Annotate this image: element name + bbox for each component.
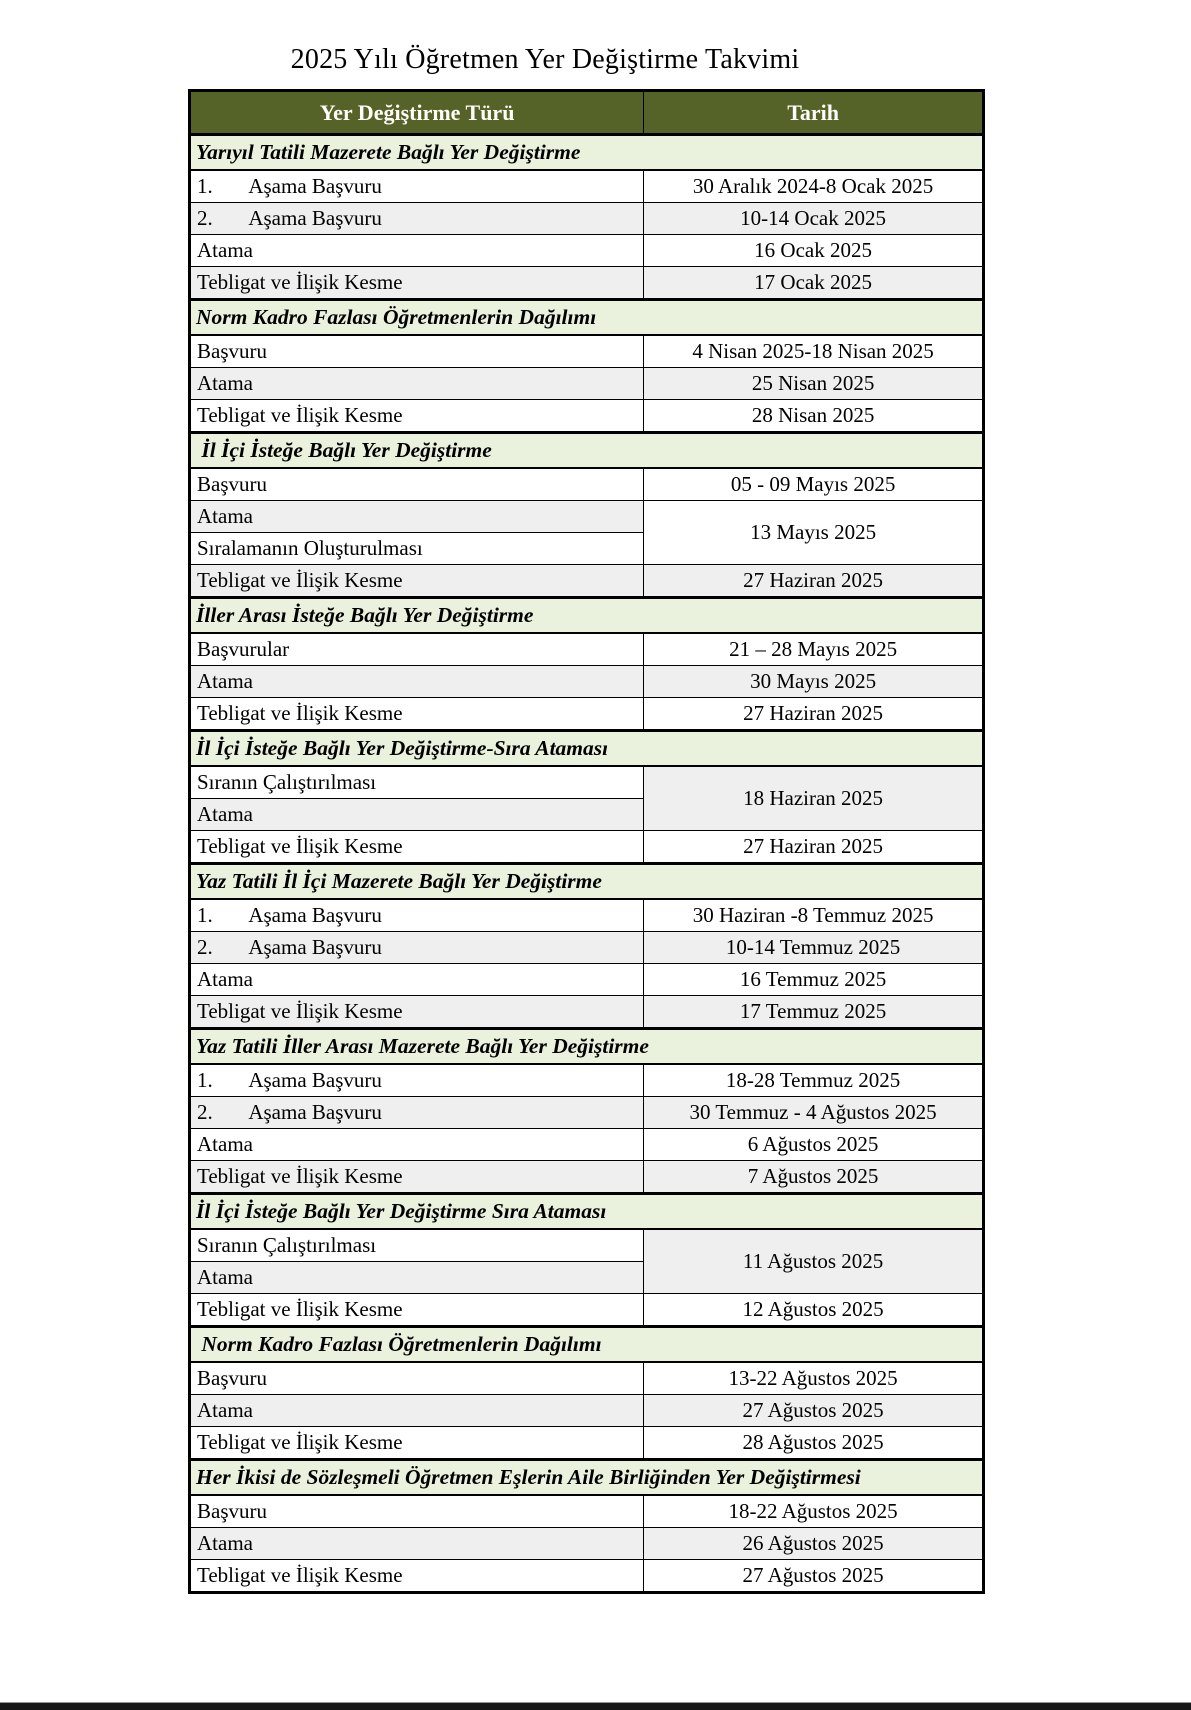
type-cell: Tebligat ve İlişik Kesme bbox=[190, 698, 644, 731]
section-title: Yaz Tatili İl İçi Mazerete Bağlı Yer Değiştirme bbox=[190, 864, 984, 900]
type-cell: Sıranın Çalıştırılması bbox=[190, 766, 644, 799]
date-cell: 16 Temmuz 2025 bbox=[644, 964, 984, 996]
table-row bbox=[190, 1427, 984, 1460]
date-cell: 26 Ağustos 2025 bbox=[644, 1528, 984, 1560]
table-row bbox=[190, 468, 984, 501]
date-cell: 17 Ocak 2025 bbox=[644, 267, 984, 300]
table-row bbox=[190, 1528, 984, 1560]
date-cell: 18-28 Temmuz 2025 bbox=[644, 1064, 984, 1097]
table-row bbox=[190, 698, 984, 731]
section-row bbox=[190, 598, 984, 634]
date-cell: 27 Ağustos 2025 bbox=[644, 1560, 984, 1593]
type-cell: Atama bbox=[190, 666, 644, 698]
type-cell: Atama bbox=[190, 1129, 644, 1161]
date-cell: 10-14 Ocak 2025 bbox=[644, 203, 984, 235]
table-row bbox=[190, 565, 984, 598]
type-cell: 2. Aşama Başvuru bbox=[190, 203, 644, 235]
column-header-date: Tarih bbox=[644, 91, 984, 135]
table-row bbox=[190, 831, 984, 864]
date-cell: 18 Haziran 2025 bbox=[644, 766, 984, 831]
table-row bbox=[190, 335, 984, 368]
type-cell: Atama bbox=[190, 1528, 644, 1560]
date-cell: 13-22 Ağustos 2025 bbox=[644, 1362, 984, 1395]
date-cell: 4 Nisan 2025-18 Nisan 2025 bbox=[644, 335, 984, 368]
table-row bbox=[190, 996, 984, 1029]
section-title: İl İçi İsteğe Bağlı Yer Değiştirme bbox=[190, 433, 984, 469]
page-title: 2025 Yılı Öğretmen Yer Değiştirme Takvimi bbox=[290, 44, 800, 75]
table-row bbox=[190, 899, 984, 932]
date-cell: 05 - 09 Mayıs 2025 bbox=[644, 468, 984, 501]
type-cell: 1. Aşama Başvuru bbox=[190, 899, 644, 932]
type-cell: Sıranın Çalıştırılması bbox=[190, 1229, 644, 1262]
date-cell: 12 Ağustos 2025 bbox=[644, 1294, 984, 1327]
table-row bbox=[190, 964, 984, 996]
date-cell: 16 Ocak 2025 bbox=[644, 235, 984, 267]
bottom-edge-bar bbox=[0, 1702, 1191, 1710]
table-body bbox=[190, 135, 984, 1593]
table-row bbox=[190, 1362, 984, 1395]
type-cell: Tebligat ve İlişik Kesme bbox=[190, 831, 644, 864]
date-cell: 11 Ağustos 2025 bbox=[644, 1229, 984, 1294]
date-cell: 28 Nisan 2025 bbox=[644, 400, 984, 433]
type-cell: Atama bbox=[190, 1395, 644, 1427]
table-row bbox=[190, 235, 984, 267]
date-cell: 30 Temmuz - 4 Ağustos 2025 bbox=[644, 1097, 984, 1129]
section-row bbox=[190, 1460, 984, 1496]
date-cell: 30 Aralık 2024-8 Ocak 2025 bbox=[644, 170, 984, 203]
type-cell: Atama bbox=[190, 799, 644, 831]
section-row bbox=[190, 864, 984, 900]
table-row bbox=[190, 1495, 984, 1528]
section-row bbox=[190, 300, 984, 336]
type-cell: Tebligat ve İlişik Kesme bbox=[190, 996, 644, 1029]
section-row bbox=[190, 433, 984, 469]
table-row bbox=[190, 1229, 984, 1262]
section-row bbox=[190, 1194, 984, 1230]
date-cell: 27 Haziran 2025 bbox=[644, 698, 984, 731]
date-cell: 28 Ağustos 2025 bbox=[644, 1427, 984, 1460]
type-cell: 1. Aşama Başvuru bbox=[190, 170, 644, 203]
type-cell: Atama bbox=[190, 964, 644, 996]
type-cell: Sıralamanın Oluşturulması bbox=[190, 533, 644, 565]
table-row bbox=[190, 1294, 984, 1327]
type-cell: Tebligat ve İlişik Kesme bbox=[190, 1427, 644, 1460]
type-cell: Tebligat ve İlişik Kesme bbox=[190, 400, 644, 433]
type-cell: Tebligat ve İlişik Kesme bbox=[190, 267, 644, 300]
table-row bbox=[190, 203, 984, 235]
table-row bbox=[190, 1395, 984, 1427]
type-cell: 2. Aşama Başvuru bbox=[190, 932, 644, 964]
date-cell: 27 Haziran 2025 bbox=[644, 831, 984, 864]
table-row bbox=[190, 1064, 984, 1097]
table-row bbox=[190, 368, 984, 400]
table-row bbox=[190, 932, 984, 964]
section-row bbox=[190, 135, 984, 171]
section-row bbox=[190, 1327, 984, 1363]
type-cell: Atama bbox=[190, 235, 644, 267]
date-cell: 25 Nisan 2025 bbox=[644, 368, 984, 400]
table-row bbox=[190, 170, 984, 203]
section-row bbox=[190, 731, 984, 767]
schedule-table bbox=[188, 89, 985, 1594]
type-cell: Başvuru bbox=[190, 1495, 644, 1528]
date-cell: 27 Haziran 2025 bbox=[644, 565, 984, 598]
table-row bbox=[190, 1560, 984, 1593]
type-cell: Başvurular bbox=[190, 633, 644, 666]
type-cell: 1. Aşama Başvuru bbox=[190, 1064, 644, 1097]
section-title: İl İçi İsteğe Bağlı Yer Değiştirme-Sıra Ataması bbox=[190, 731, 984, 767]
table-row bbox=[190, 1129, 984, 1161]
column-header-type: Yer Değiştirme Türü bbox=[190, 91, 644, 135]
section-title: Her İkisi de Sözleşmeli Öğretmen Eşlerin Aile Birliğinden Yer Değiştirmesi bbox=[190, 1460, 984, 1496]
date-cell: 7 Ağustos 2025 bbox=[644, 1161, 984, 1194]
type-cell: Atama bbox=[190, 368, 644, 400]
date-cell: 30 Haziran -8 Temmuz 2025 bbox=[644, 899, 984, 932]
table-row bbox=[190, 1161, 984, 1194]
table-header bbox=[190, 91, 984, 135]
date-cell: 18-22 Ağustos 2025 bbox=[644, 1495, 984, 1528]
type-cell: Tebligat ve İlişik Kesme bbox=[190, 1161, 644, 1194]
table-row bbox=[190, 267, 984, 300]
date-cell: 6 Ağustos 2025 bbox=[644, 1129, 984, 1161]
type-cell: Başvuru bbox=[190, 335, 644, 368]
type-cell: Başvuru bbox=[190, 468, 644, 501]
date-cell: 21 – 28 Mayıs 2025 bbox=[644, 633, 984, 666]
section-title: Yaz Tatili İller Arası Mazerete Bağlı Yer Değiştirme bbox=[190, 1029, 984, 1065]
table-row bbox=[190, 633, 984, 666]
date-cell: 10-14 Temmuz 2025 bbox=[644, 932, 984, 964]
date-cell: 13 Mayıs 2025 bbox=[644, 501, 984, 565]
type-cell: Tebligat ve İlişik Kesme bbox=[190, 1560, 644, 1593]
date-cell: 17 Temmuz 2025 bbox=[644, 996, 984, 1029]
section-title: Norm Kadro Fazlası Öğretmenlerin Dağılımı bbox=[190, 300, 984, 336]
section-title: Norm Kadro Fazlası Öğretmenlerin Dağılımı bbox=[190, 1327, 984, 1363]
type-cell: Atama bbox=[190, 1262, 644, 1294]
type-cell: Tebligat ve İlişik Kesme bbox=[190, 1294, 644, 1327]
type-cell: Atama bbox=[190, 501, 644, 533]
section-title: İller Arası İsteğe Bağlı Yer Değiştirme bbox=[190, 598, 984, 634]
type-cell: 2. Aşama Başvuru bbox=[190, 1097, 644, 1129]
date-cell: 27 Ağustos 2025 bbox=[644, 1395, 984, 1427]
type-cell: Başvuru bbox=[190, 1362, 644, 1395]
table-row bbox=[190, 766, 984, 799]
table-row bbox=[190, 501, 984, 533]
table-row bbox=[190, 1097, 984, 1129]
section-title: Yarıyıl Tatili Mazerete Bağlı Yer Değiştirme bbox=[190, 135, 984, 171]
section-row bbox=[190, 1029, 984, 1065]
section-title: İl İçi İsteğe Bağlı Yer Değiştirme Sıra Ataması bbox=[190, 1194, 984, 1230]
type-cell: Tebligat ve İlişik Kesme bbox=[190, 565, 644, 598]
table-row bbox=[190, 666, 984, 698]
date-cell: 30 Mayıs 2025 bbox=[644, 666, 984, 698]
table-row bbox=[190, 400, 984, 433]
